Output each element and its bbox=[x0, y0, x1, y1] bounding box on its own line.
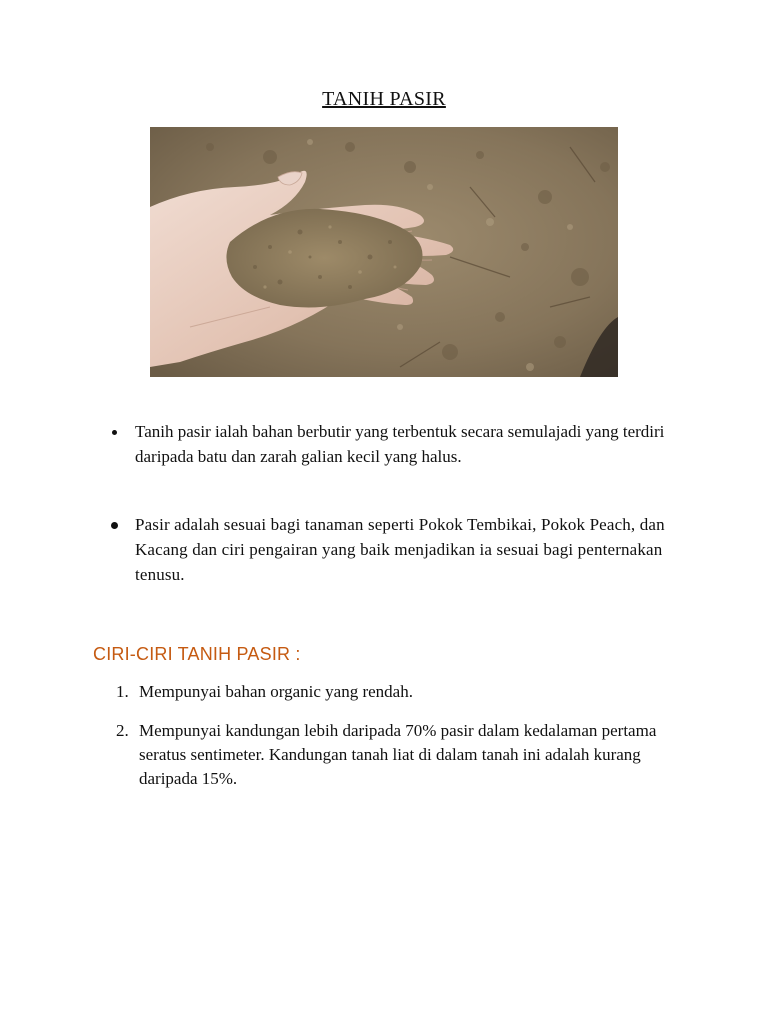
item-text: Mempunyai bahan organic yang rendah. bbox=[139, 682, 413, 701]
bullet-text: Tanih pasir ialah bahan berbutir yang terbentuk secara semulajadi yang terdiri daripada batu dan zarah galian kecil yang halus. bbox=[135, 422, 665, 466]
section-heading: CIRI-CIRI TANIH PASIR : bbox=[93, 644, 301, 664]
page-title: TANIH PASIR bbox=[322, 88, 446, 110]
item-number: 1. bbox=[116, 682, 129, 701]
bullet-icon bbox=[112, 430, 117, 435]
bullet-text: Pasir adalah sesuai bagi tanaman seperti Pokok Tembikai, Pokok Peach, dan Kacang dan ciri pengairan yang baik menjadikan ia sesuai bagi penternakan tenusu. bbox=[135, 515, 665, 584]
item-text: Mempunyai kandungan lebih daripada 70% pasir dalam kedalaman pertama seratus sentimeter. Kandungan tanah liat di dalam tanah ini adalah kurang daripada 15%. bbox=[139, 721, 657, 788]
bullet-icon bbox=[111, 522, 118, 529]
sand-in-hand-photo bbox=[150, 127, 618, 377]
item-number: 2. bbox=[116, 721, 129, 740]
